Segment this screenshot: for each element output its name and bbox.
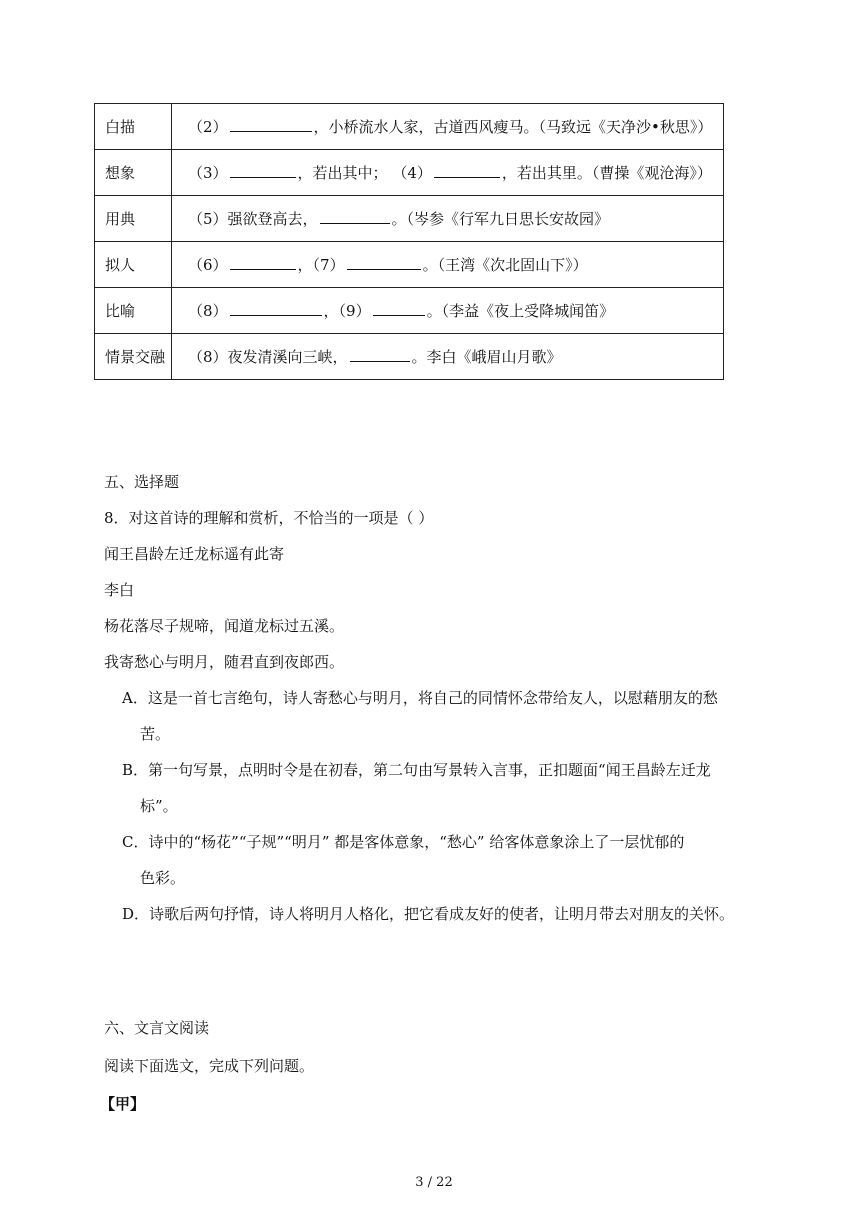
option-a-cont: 苦。 — [140, 725, 171, 743]
answer-blank[interactable] — [434, 163, 500, 178]
option-c-cont: 色彩。 — [140, 869, 186, 887]
poem-line-1: 杨花落尽子规啼，闻道龙标过五溪。 — [104, 617, 345, 635]
row-label: 拟人 — [95, 242, 172, 288]
row-content — [172, 242, 724, 288]
row-content — [172, 150, 724, 196]
row-suffix: 。（王湾《次北固山下》） — [422, 256, 588, 274]
answer-blank[interactable] — [347, 255, 421, 270]
poem-title: 闻王昌龄左迁龙标遥有此寄 — [104, 545, 285, 563]
section-5-heading: 五、选择题 — [104, 473, 180, 491]
passage-label-jia: 【甲】 — [100, 1095, 146, 1113]
page-number: 3 / 22 — [415, 1175, 453, 1190]
row-prefix: （2） — [188, 118, 228, 136]
row-label: 用典 — [95, 196, 172, 242]
poem-author: 李白 — [104, 581, 135, 599]
option-a: A．这是一首七言绝句，诗人寄愁心与明月，将自己的同情怀念带给友人，以慰藉朋友的愁 — [122, 689, 718, 707]
row-middle-text: ，小桥流水人家，古道西风瘦马。（马致远《天净沙•秋思》） — [313, 118, 713, 136]
answer-blank[interactable] — [230, 255, 296, 270]
row-label: 想象 — [95, 150, 172, 196]
table-row — [95, 242, 724, 288]
row-content — [172, 334, 724, 380]
row-content — [172, 288, 724, 334]
row-prefix: （6） — [188, 256, 228, 274]
row-middle-text: ，（7） — [297, 256, 345, 274]
table-row — [95, 334, 724, 380]
poem-line-2: 我寄愁心与明月，随君直到夜郎西。 — [104, 653, 345, 671]
row-middle-text: ，若出其中； （4） — [297, 164, 432, 182]
answer-blank[interactable] — [230, 163, 296, 178]
row-prefix: （5）强欲登高去， — [188, 210, 318, 228]
table-row — [95, 288, 724, 334]
row-prefix: （8） — [188, 302, 228, 320]
answer-blank[interactable] — [320, 209, 390, 224]
table-row — [95, 196, 724, 242]
row-label: 比喻 — [95, 288, 172, 334]
answer-blank[interactable] — [350, 347, 410, 362]
row-content — [172, 104, 724, 150]
row-suffix: ，若出其里。（曹操《观沧海》） — [501, 164, 712, 182]
answer-blank[interactable] — [373, 301, 425, 316]
answer-blank[interactable] — [230, 301, 322, 316]
option-b: B．第一句写景，点明时令是在初春，第二句由写景转入言事，正扣题面“闻王昌龄左迁龙 — [122, 761, 711, 779]
row-label: 情景交融 — [95, 334, 172, 380]
question-8: 8．对这首诗的理解和赏析，不恰当的一项是（ ） — [104, 509, 434, 527]
table-row — [95, 104, 724, 150]
table-row — [95, 150, 724, 196]
row-content — [172, 196, 724, 242]
row-middle-text: 。（岑参《行军九日思长安故园》 — [391, 210, 610, 228]
section-6-heading: 六、文言文阅读 — [104, 1019, 210, 1037]
table-body — [95, 104, 724, 380]
option-c: C．诗中的“杨花”“子规”“明月” 都是客体意象，“愁心” 给客体意象涂上了一层忧郁的 — [122, 833, 685, 851]
row-prefix: （8）夜发清溪向三峡， — [188, 348, 348, 366]
row-prefix: （3） — [188, 164, 228, 182]
row-suffix: 。（李益《夜上受降城闻笛》 — [426, 302, 615, 320]
row-label: 白描 — [95, 104, 172, 150]
option-b-cont: 标”。 — [140, 797, 178, 815]
section-6-instruction: 阅读下面选文，完成下列问题。 — [104, 1057, 315, 1075]
answer-blank[interactable] — [230, 117, 312, 132]
row-middle-text: 。李白《峨眉山月歌》 — [411, 348, 562, 366]
row-middle-text: ，（9） — [323, 302, 371, 320]
option-d: D．诗歌后两句抒情，诗人将明月人格化，把它看成友好的使者，让明月带去对朋友的关怀。 — [122, 905, 735, 923]
poetry-fill-table — [94, 103, 724, 380]
